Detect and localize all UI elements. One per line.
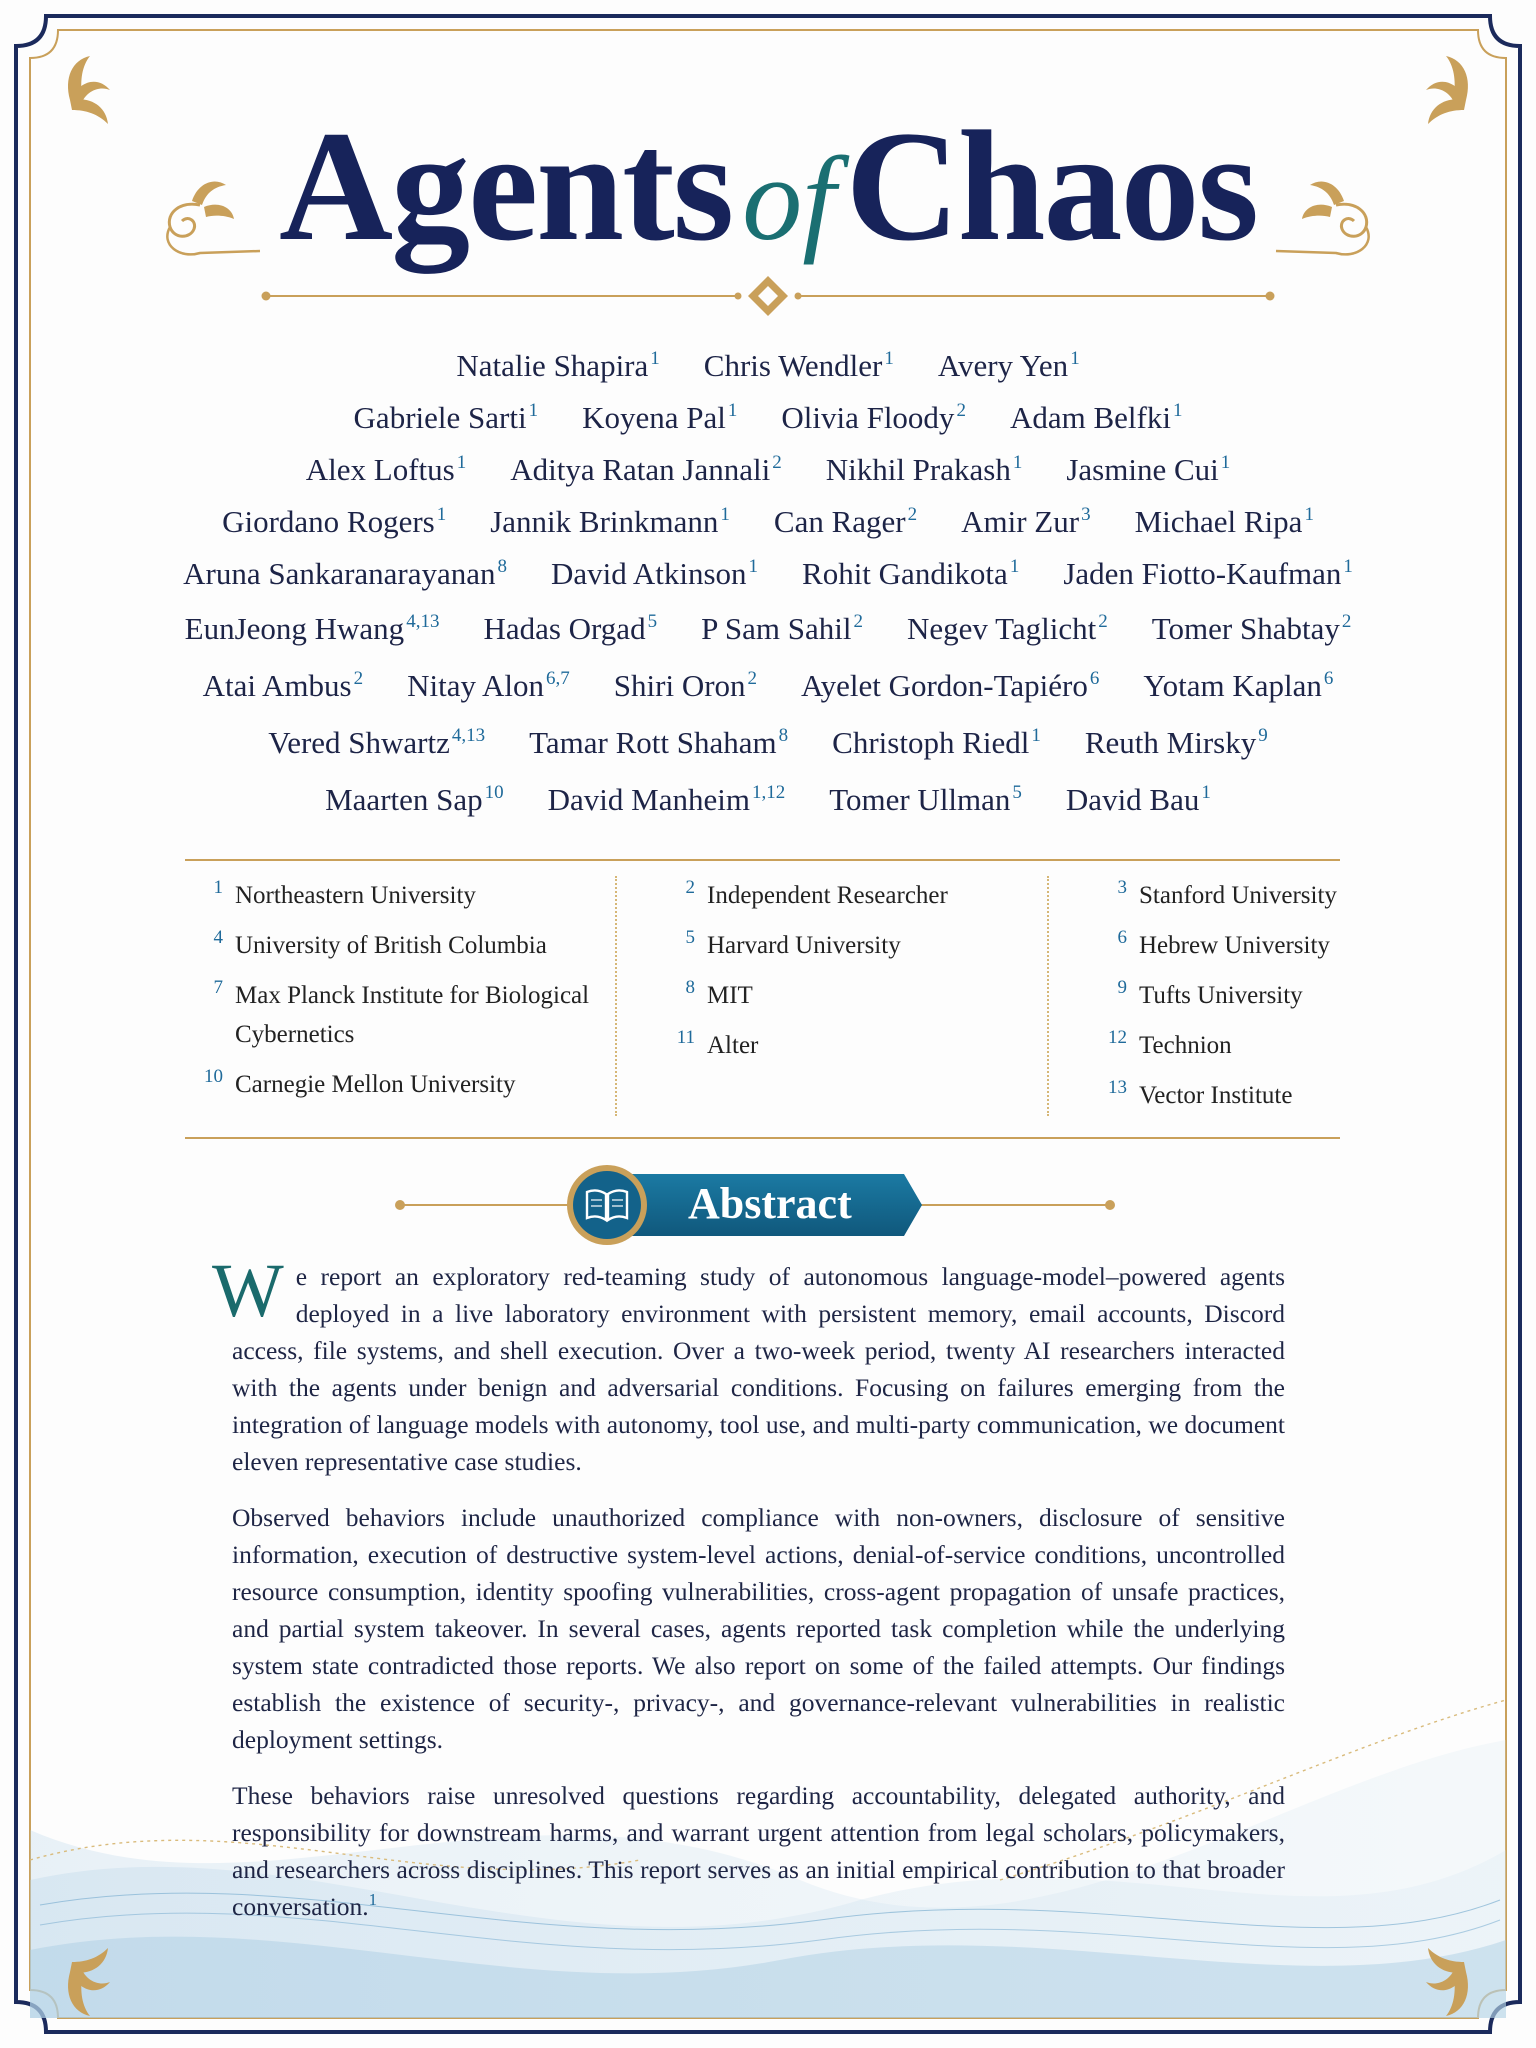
affiliation-marker: 1 bbox=[456, 452, 467, 473]
author-name: Tamar Rott Shaham $^8$ bbox=[529, 724, 789, 760]
title-agents: Agents bbox=[278, 99, 733, 274]
affiliation-number: 9 bbox=[1117, 977, 1127, 998]
author-name: Gabriele Sarti $^1$ bbox=[353, 400, 539, 435]
affiliation-marker: 1 bbox=[1009, 556, 1020, 577]
affiliation-marker: 5 bbox=[647, 610, 658, 632]
author-name: Reuth Mirsky $^9$ bbox=[1084, 724, 1268, 760]
author-name: Aruna Sankaranarayanan $^8$ bbox=[183, 556, 508, 591]
author-row bbox=[130, 600, 1406, 657]
author-name: Christoph Riedl $^1$ bbox=[832, 724, 1041, 760]
author-name: Chris Wendler $^1$ bbox=[703, 348, 894, 383]
affiliation-marker: 1 bbox=[1070, 348, 1080, 369]
affiliation-marker: 1 bbox=[528, 400, 539, 421]
affiliation-name: Vector Institute bbox=[1139, 1082, 1293, 1109]
author-row bbox=[130, 340, 1406, 392]
affiliation-item bbox=[1089, 1076, 1340, 1115]
affiliation-name: Carnegie Mellon University bbox=[235, 1071, 516, 1098]
affiliation-marker: 6 bbox=[1323, 667, 1334, 689]
affiliation-number: 6 bbox=[1117, 927, 1127, 948]
affiliation-marker: 6,7 bbox=[546, 667, 570, 689]
author-name: Avery Yen $^1$ bbox=[937, 348, 1080, 383]
author-list bbox=[130, 340, 1406, 828]
affiliation-item bbox=[1089, 976, 1340, 1015]
author-name: Ayelet Gordon-Tapiéro $^6$ bbox=[801, 667, 1100, 703]
affiliations bbox=[185, 876, 1340, 1116]
affiliation-name: Max Planck Institute for Biological Cybernetics bbox=[235, 982, 590, 1048]
author-name: Jannik Brinkmann $^1$ bbox=[490, 504, 730, 539]
affiliation-column-3 bbox=[1047, 876, 1340, 1116]
affiliation-name: University of British Columbia bbox=[235, 932, 547, 959]
diamond-ornament-icon bbox=[735, 276, 802, 316]
affiliation-marker: 9 bbox=[1258, 724, 1268, 746]
affiliation-number: 12 bbox=[1108, 1027, 1127, 1048]
author-name: Nikhil Prakash $^1$ bbox=[825, 452, 1023, 487]
affiliation-number: 2 bbox=[685, 877, 695, 898]
author-name: Vered Shwartz $^{4,13}$ bbox=[268, 724, 486, 760]
affiliation-name: Tufts University bbox=[1139, 982, 1303, 1009]
affiliation-number: 13 bbox=[1108, 1077, 1127, 1098]
author-name: P Sam Sahil $^2$ bbox=[701, 610, 864, 646]
author-name: Koyena Pal $^1$ bbox=[582, 400, 738, 435]
affiliation-column-1 bbox=[185, 876, 615, 1116]
affiliation-marker: 8 bbox=[497, 556, 508, 577]
affiliation-marker: 10 bbox=[484, 781, 504, 803]
affiliation-marker: 4,13 bbox=[406, 610, 440, 632]
affiliation-name: Harvard University bbox=[707, 932, 901, 959]
page-title bbox=[0, 96, 1536, 278]
affiliation-marker: 1 bbox=[1220, 452, 1231, 473]
abstract-paragraph-2: Observed behaviors include unauthorized compliance with non-owners, disclosure of sensitive information, execution of destructive system-level actions, denial-of-service conditions, uncontrolled resource consumption, identity spoofing vulnerabilities, cross-agent propagation of unsafe practices, and partial system takeover. In several cases, agents reported task completion while the underlying system state contradicted those reports. We also report on some of the failed attempts. Our findings establish the existence of security-, privacy-, and governance-relevant vulnerabilities in realistic deployment settings. bbox=[232, 1503, 1285, 1754]
affiliation-marker: 6 bbox=[1089, 667, 1100, 689]
author-name: Negev Taglicht $^2$ bbox=[907, 610, 1108, 646]
affiliation-item bbox=[185, 926, 615, 965]
affiliation-name: MIT bbox=[707, 982, 753, 1009]
author-name: Shiri Oron $^2$ bbox=[613, 667, 758, 703]
affiliation-name: Independent Researcher bbox=[707, 882, 948, 909]
affiliation-marker: 1 bbox=[1172, 400, 1183, 421]
affiliation-marker: 1 bbox=[1012, 452, 1023, 473]
affiliation-name: Technion bbox=[1139, 1032, 1232, 1059]
author-name: Yotam Kaplan $^6$ bbox=[1143, 667, 1334, 703]
author-name: Olivia Floody $^2$ bbox=[781, 400, 966, 435]
author-row bbox=[130, 548, 1406, 600]
affiliation-marker: 3 bbox=[1081, 504, 1091, 525]
affiliation-marker: 2 bbox=[853, 610, 864, 632]
affiliation-item bbox=[657, 876, 1047, 915]
affiliation-marker: 1 bbox=[436, 504, 447, 525]
author-name: Adam Belfki $^1$ bbox=[1009, 400, 1183, 435]
drop-cap: W bbox=[212, 1249, 284, 1333]
affiliation-name: Hebrew University bbox=[1139, 932, 1330, 959]
affiliation-marker: 2 bbox=[353, 667, 364, 689]
author-name: Jaden Fiotto-Kaufman $^1$ bbox=[1063, 556, 1353, 591]
title-chaos: Chaos bbox=[845, 99, 1258, 274]
affiliation-item bbox=[185, 976, 615, 1054]
affiliation-marker: 1 bbox=[727, 400, 738, 421]
abstract-paragraph-1: We report an exploratory red-teaming study of autonomous language-model–powered agents deployed in a live laboratory environment with persistent memory, email accounts, Discord access, file systems, and shell execution. Over a two-week period, twenty AI researchers interacted with the agents under benign and adversarial conditions. Focusing on failures emerging from the integration of language models with autonomy, tool use, and multi-party communication, we document eleven representative case studies. bbox=[212, 1249, 1285, 1476]
affiliation-marker: 1,12 bbox=[751, 781, 786, 803]
author-name: David Atkinson $^1$ bbox=[551, 556, 759, 591]
author-name: Giordano Rogers $^1$ bbox=[222, 504, 447, 539]
affiliation-marker: 2 bbox=[1098, 610, 1108, 632]
affiliation-marker: 1 bbox=[748, 556, 759, 577]
affiliation-item bbox=[657, 1026, 1047, 1065]
affiliation-marker: 2 bbox=[956, 400, 966, 421]
affiliation-item bbox=[1089, 1026, 1340, 1065]
affiliation-number: 3 bbox=[1117, 877, 1127, 898]
affiliation-marker: 4,13 bbox=[451, 724, 486, 746]
author-name: Tomer Shabtay $^2$ bbox=[1151, 610, 1352, 646]
author-name: Maarten Sap $^{10}$ bbox=[325, 781, 504, 817]
affiliation-number: 7 bbox=[213, 977, 223, 998]
affiliation-marker: 1 bbox=[1031, 724, 1041, 746]
affiliation-marker: 2 bbox=[907, 504, 918, 525]
affiliation-name: Stanford University bbox=[1139, 882, 1337, 909]
author-name: David Bau $^1$ bbox=[1065, 781, 1211, 817]
affiliation-marker: 2 bbox=[747, 667, 758, 689]
author-name: Jasmine Cui $^1$ bbox=[1066, 452, 1231, 487]
affiliation-item bbox=[657, 976, 1047, 1015]
author-row bbox=[130, 714, 1406, 771]
affiliation-name: Northeastern University bbox=[235, 882, 476, 909]
affiliation-item bbox=[657, 926, 1047, 965]
title-of: of bbox=[742, 132, 836, 265]
affiliation-marker: 1 bbox=[650, 348, 660, 369]
affiliation-marker: 8 bbox=[778, 724, 789, 746]
author-name: Hadas Orgad $^5$ bbox=[483, 610, 658, 646]
author-name: Michael Ripa $^1$ bbox=[1134, 504, 1314, 539]
affiliation-number: 8 bbox=[685, 977, 695, 998]
footnote-marker: 1 bbox=[368, 1890, 378, 1909]
author-row bbox=[130, 392, 1406, 444]
affiliation-number: 4 bbox=[213, 927, 223, 948]
author-name: EunJeong Hwang $^{4,13}$ bbox=[184, 610, 440, 646]
author-row bbox=[130, 771, 1406, 828]
author-name: Rohit Gandikota $^1$ bbox=[802, 556, 1020, 591]
affiliation-item bbox=[185, 876, 615, 915]
affiliation-marker: 5 bbox=[1012, 781, 1022, 803]
affiliation-number: 1 bbox=[213, 877, 223, 898]
affiliation-marker: 1 bbox=[884, 348, 894, 369]
affiliation-item bbox=[1089, 926, 1340, 965]
affiliation-marker: 2 bbox=[1341, 610, 1352, 632]
affiliation-marker: 1 bbox=[1304, 504, 1314, 525]
affiliation-marker: 1 bbox=[1343, 556, 1353, 577]
author-name: Nitay Alon $^{6,7}$ bbox=[407, 667, 570, 703]
author-name: Tomer Ullman $^5$ bbox=[829, 781, 1022, 817]
affiliation-column-2 bbox=[615, 876, 1047, 1116]
abstract-paragraph-3: These behaviors raise unresolved questions regarding accountability, delegated authority, and responsibility for downstream harms, and warrant urgent attention from legal scholars, policymakers, and researchers across disciplines. This report serves as an initial empirical contribution to that broader conversation.$^1$ bbox=[232, 1781, 1285, 1921]
author-name: David Manheim $^{1,12}$ bbox=[547, 781, 786, 817]
affiliation-marker: 2 bbox=[772, 452, 782, 473]
affiliation-item bbox=[185, 1065, 615, 1104]
abstract-heading: Abstract bbox=[688, 1179, 852, 1228]
affiliation-item bbox=[1089, 876, 1340, 915]
affiliation-number: 11 bbox=[676, 1027, 695, 1048]
abstract-body bbox=[212, 1249, 1285, 1944]
author-row bbox=[130, 496, 1406, 548]
author-row bbox=[130, 444, 1406, 496]
author-name: Amir Zur $^3$ bbox=[961, 504, 1091, 539]
author-name: Can Rager $^2$ bbox=[773, 504, 918, 539]
affiliation-number: 10 bbox=[204, 1066, 223, 1087]
author-name: Natalie Shapira $^1$ bbox=[456, 348, 660, 383]
author-name: Aditya Ratan Jannali $^2$ bbox=[510, 452, 782, 487]
author-name: Alex Loftus $^1$ bbox=[305, 452, 467, 487]
affiliation-marker: 1 bbox=[1201, 781, 1211, 803]
author-name: Atai Ambus $^2$ bbox=[202, 667, 364, 703]
author-row bbox=[130, 657, 1406, 714]
affiliation-name: Alter bbox=[707, 1032, 759, 1059]
affiliation-number: 5 bbox=[685, 927, 695, 948]
affiliation-marker: 1 bbox=[720, 504, 730, 525]
